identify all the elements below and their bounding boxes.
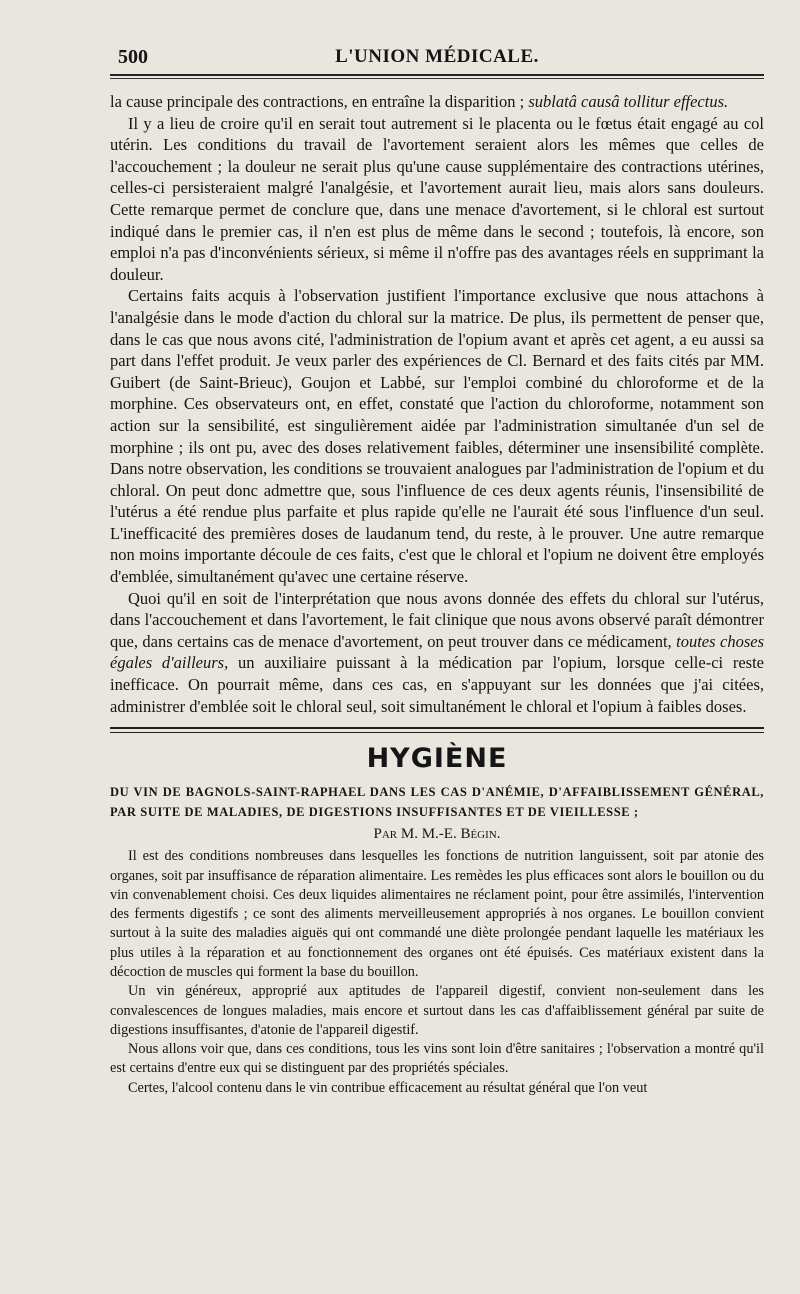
section-title-hygiene: HYGIÈNE <box>366 743 508 775</box>
header-rule <box>110 78 764 79</box>
article-paragraph-2: Il y a lieu de croire qu'il en serait tout autrement si le placenta ou le fœtus était engagé au col utérin. Les conditions du travail de l'avortement seraient alors les mêmes que celles de l'accouchement ; la douleur ne serait plus qu'une cause supplémentaire des contractions utérines, celles-ci persisteraient malgré l'analgésie, et l'avortement aurait lieu, mais alors sans douleurs. Cette remarque permet de conclure que, dans une menace d'avortement, si le chloral est surtout indiqué dans le premier cas, il n'en est plus de même dans le second ; toutefois, là encore, son emploi n'a pas d'inconvénients sérieux, si même il n'offre pas des avantages réels en supprimant la douleur. <box>110 113 764 284</box>
hygiene-paragraph-3: Nous allons voir que, dans ces conditions, tous les vins sont loin d'être sanitaires ; l'observation a montré qu'il est certains d'entre eux qui se distinguent par des propriétés spéciales. <box>110 1041 764 1077</box>
hygiene-paragraph-1: Il est des conditions nombreuses dans lesquelles les fonctions de nutrition languissent, soit par atonie des organes, soit par insuffisance de réparation alimentaire. Les remèdes les plus efficaces sont alors le bouillon ou du vin convenablement choisi. Ces deux liquides alimentaires ne réclament point, pour être assimilés, l'intervention des ferments digestifs ; ce sont des aliments merveilleusement appropriés à nos organes. Le bouillon convient surtout à la suite des maladies aiguës qui ont commandé une diète prolongée pendant laquelle les matériaux les plus utiles à la réparation et au fonctionnement des organes ont été épuisés. Ces matériaux existent dans la décoction de muscles qui forment la base du bouillon. <box>110 848 764 980</box>
paragraph-4-text-end: un auxiliaire puissant à la médication par l'opium, lorsque celle-ci reste inefficace. On pourrait même, dans ces cas, en s'appuyant sur les données que j'ai citées, administrer d'emblée soit le chloral seul, soit simultanément le chloral et l'opium à faibles doses. <box>110 653 764 716</box>
paragraph-1-text: la cause principale des contractions, en entraîne la disparition ; <box>110 92 529 111</box>
hygiene-article-heading: DU VIN DE BAGNOLS-SAINT-RAPHAEL DANS LES CAS D'ANÉMIE, D'AFFAIBLISSEMENT GÉNÉRAL, PAR SUITE DE MALADIES, DE DIGESTIONS INSUFFISANTES ET DE VIEILLESSE ; <box>110 785 764 820</box>
italic-phrase: toutes choses égales d'ailleurs, <box>110 631 764 673</box>
article-body <box>110 91 764 717</box>
hygiene-body <box>110 847 764 1098</box>
hygiene-paragraph-4: Certes, l'alcool contenu dans le vin contribue efficacement au résultat général que l'on veut <box>128 1079 648 1096</box>
article-paragraph-3: Certains faits acquis à l'observation justifient l'importance exclusive que nous attachons à l'analgésie dans le mode d'action du chloral sur la matrice. De plus, ils permettent de penser que, dans le cas que nous avons cité, l'administration de l'opium avant et après cet agent, a eu aussi sa part dans l'effet produit. Je veux parler des expériences de Cl. Bernard et des faits cités par MM. Guibert (de Saint-Brieuc), Goujon et Labbé, sur l'emploi combiné du chloroforme et de la morphine. Ces observateurs ont, en effet, constaté que l'action du chloroforme, notamment son action sur la sensibilité, est singulièrement aidée par l'administration simultanée d'un sel de morphine ; ils ont pu, avec des doses relativement faibles, déterminer une insensibilité complète. Dans notre observation, les conditions se trouvaient analogues par l'administration de l'opium et du chloral. On peut donc admettre que, sous l'influence de ces deux agents réunis, l'insensibilité de l'utérus a été rendue plus parfaite et plus rapide qu'elle ne l'aurait été sous l'influence d'un seul. L'inefficacité des premières doses de laudanum tend, du reste, à le prouver. Une autre remarque non moins importante découle de ces faits, c'est que le chloral et l'opium ne doivent être employés d'emblée, simultanément qu'avec une certaine réserve. <box>110 286 764 587</box>
running-head <box>110 40 764 76</box>
hygiene-paragraph-2: Un vin généreux, approprié aux aptitudes de l'appareil digestif, convient non-seulement dans les convalescences de longues maladies, mais encore et surtout dans les cas d'affaiblissement général par suite de digestions insuffisantes, d'atonie de l'appareil digestif. <box>110 983 764 1038</box>
journal-title: L'UNION MÉDICALE. <box>335 46 539 67</box>
page-number: 500 <box>118 46 148 68</box>
author-byline: Par M. M.-E. Bégin. <box>373 826 501 843</box>
article-paragraph-4 <box>110 588 764 718</box>
article-paragraph-1 <box>110 91 764 113</box>
paragraph-4-text-start: Quoi qu'il en soit de l'interprétation que nous avons donnée des effets du chloral sur l'utérus, dans l'accouchement et dans l'avortement, le fait clinique que nous avons observé paraît démontrer que, dans certains cas de menace d'avortement, on peut trouver dans ce médicament, <box>110 588 764 651</box>
latin-phrase: sublatâ causâ tollitur effectus. <box>528 92 729 111</box>
section-divider <box>110 727 764 733</box>
